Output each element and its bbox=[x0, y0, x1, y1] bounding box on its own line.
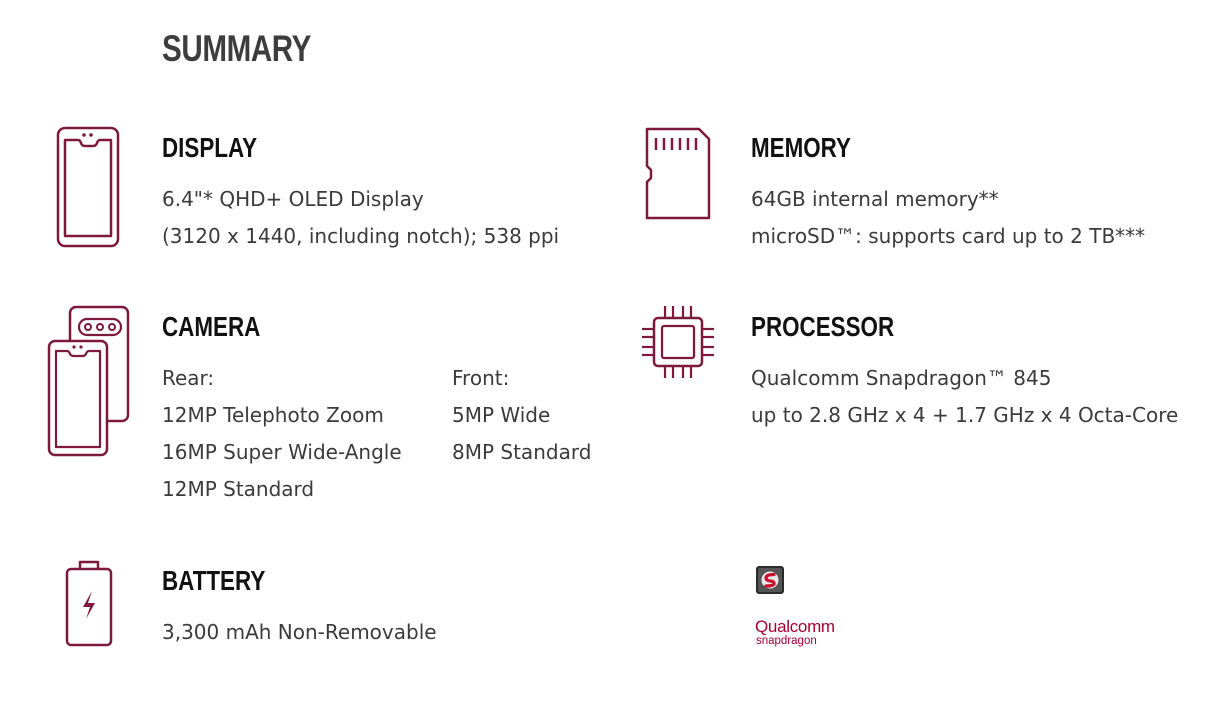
camera-rear-spec: 12MP Standard bbox=[162, 477, 315, 501]
camera-rear-spec: 12MP Telephoto Zoom bbox=[162, 403, 384, 427]
camera-rear-spec: 16MP Super Wide-Angle bbox=[162, 440, 402, 464]
camera-heading: CAMERA bbox=[162, 311, 261, 342]
display-heading: DISPLAY bbox=[162, 132, 258, 163]
memory-spec-line: 64GB internal memory** bbox=[751, 187, 999, 211]
display-spec-line: (3120 x 1440, including notch); 538 ppi bbox=[162, 224, 560, 248]
processor-spec-line: up to 2.8 GHz x 4 + 1.7 GHz x 4 Octa-Core bbox=[751, 403, 1179, 427]
page-title: SUMMARY bbox=[162, 28, 312, 69]
brand-sub: snapdragon bbox=[756, 635, 817, 647]
processor-spec-line: Qualcomm Snapdragon™ 845 bbox=[751, 366, 1052, 390]
snapdragon-logo-icon bbox=[755, 565, 785, 595]
memory-spec-line: microSD™: supports card up to 2 TB*** bbox=[751, 224, 1146, 248]
microsd-card-icon bbox=[644, 126, 712, 222]
display-spec-line: 6.4"* QHD+ OLED Display bbox=[162, 187, 424, 211]
smartphone-icon bbox=[56, 126, 122, 250]
memory-heading: MEMORY bbox=[751, 132, 851, 163]
dual-phone-camera-icon bbox=[46, 305, 132, 459]
processor-heading: PROCESSOR bbox=[751, 311, 895, 342]
camera-front-spec: 5MP Wide bbox=[452, 403, 551, 427]
brand-name: Qualcomm bbox=[755, 617, 835, 636]
camera-rear-label: Rear: bbox=[162, 366, 215, 390]
camera-front-spec: 8MP Standard bbox=[452, 440, 592, 464]
battery-spec-line: 3,300 mAh Non-Removable bbox=[162, 620, 437, 644]
battery-charging-icon bbox=[64, 559, 114, 649]
chip-icon bbox=[640, 304, 716, 380]
camera-front-label: Front: bbox=[452, 366, 510, 390]
battery-heading: BATTERY bbox=[162, 565, 266, 596]
